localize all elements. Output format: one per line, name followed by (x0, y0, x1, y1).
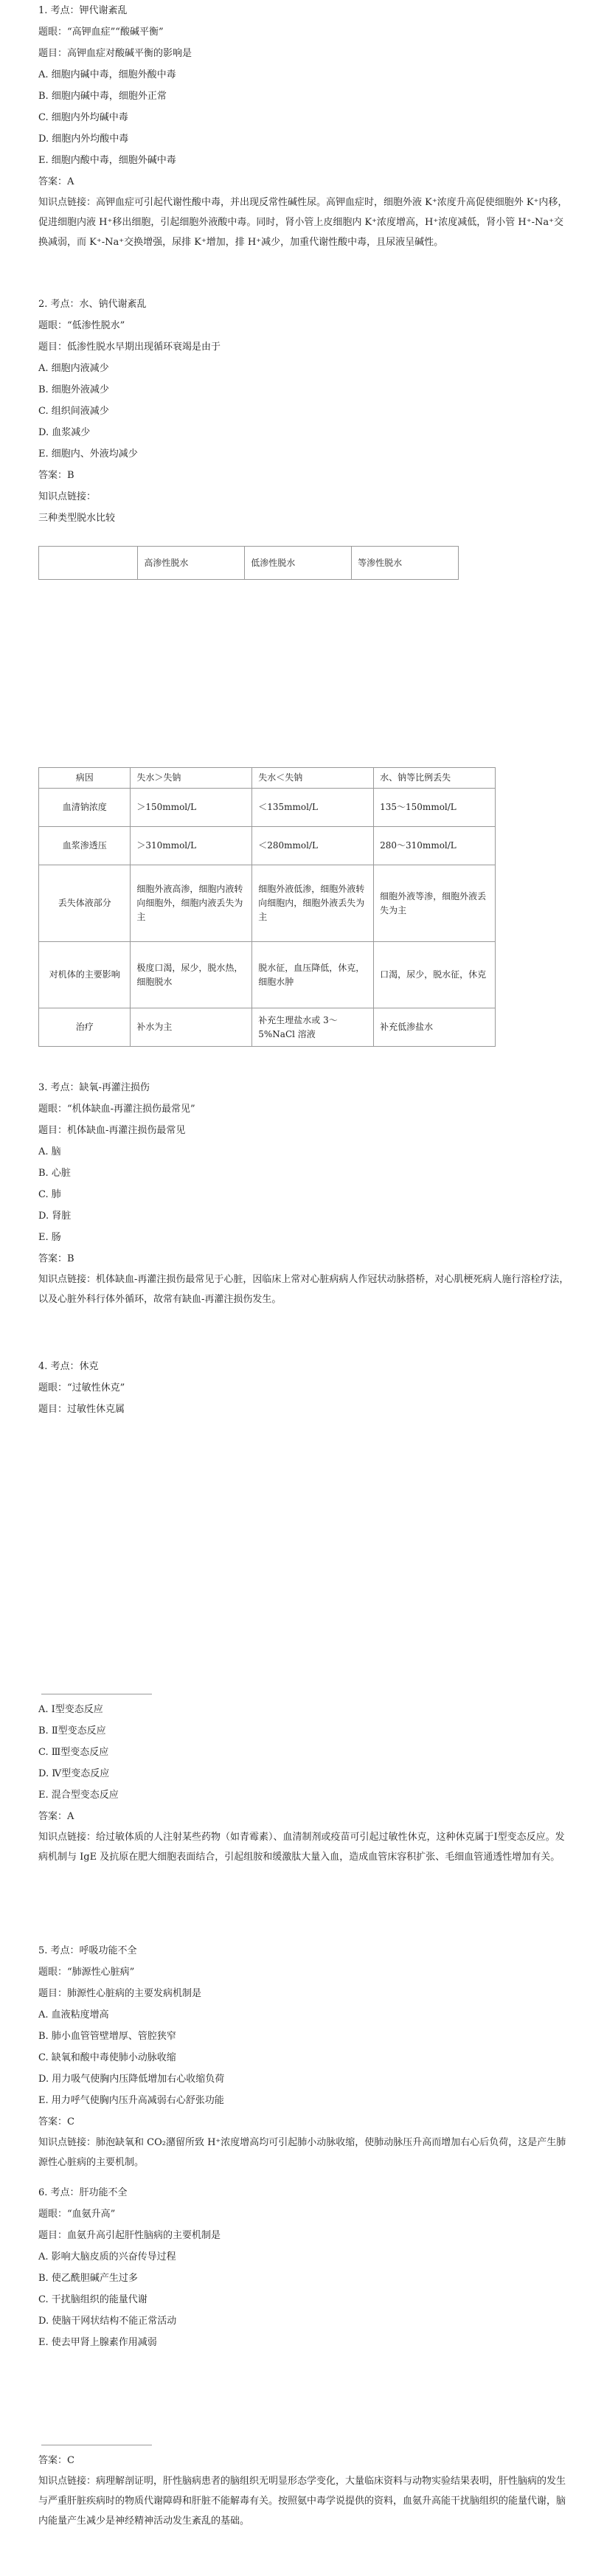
table-head-empty (39, 547, 138, 580)
table-row-label: 治疗 (39, 1008, 131, 1047)
table-label-cause: 病因 (39, 768, 131, 789)
table-cell: 135～150mmol/L (374, 789, 496, 827)
q2-keywords: 题眼：“低渗性脱水” (38, 320, 125, 331)
q4-option-e: E. 混合型变态反应 (38, 1790, 119, 1801)
q3-option-c: C. 肺 (38, 1189, 61, 1200)
table-cell: 细胞外液低渗，细胞外液转向细胞内，细胞外液丢失为主 (252, 865, 374, 942)
q1-option-e: E. 细胞内酸中毒，细胞外碱中毒 (38, 155, 176, 166)
table-head-isotonic: 等渗性脱水 (352, 547, 459, 580)
q1-option-b: B. 细胞内碱中毒，细胞外正常 (38, 91, 167, 102)
q5-knowledge: 知识点链接：肺泡缺氧和 CO₂潴留所致 H⁺浓度增高均可引起肺小动脉收缩，使肺动脉压升高而增加右心后负荷，这是产生肺源性心脏病的主要机制。 (38, 2137, 566, 2168)
q2-option-b: B. 细胞外液减少 (38, 384, 109, 395)
table-cell: 补充生理盐水或 3～5%NaCl 溶液 (252, 1008, 374, 1047)
table-cell: 补水为主 (131, 1008, 252, 1047)
q4-stem: 题目：过敏性休克属 (38, 1404, 125, 1415)
question-6 (38, 2182, 569, 2353)
q1-option-d: D. 细胞内外均酸中毒 (38, 134, 129, 145)
question-6-continued (38, 2440, 569, 2531)
table-head-hypotonic: 低渗性脱水 (245, 547, 352, 580)
q6-option-e: E. 使去甲肾上腺素作用减弱 (38, 2337, 157, 2348)
q5-keywords: 题眼：“肺源性心脏病” (38, 1967, 135, 1978)
table-cell: 口渴，尿少，脱水征，休克 (374, 942, 496, 1008)
q4-answer: 答案：A (38, 1811, 74, 1822)
q5-option-e: E. 用力呼气使胸内压升高减弱右心舒张功能 (38, 2095, 224, 2106)
q6-option-d: D. 使脑干网状结构不能正常活动 (38, 2316, 177, 2327)
table-cause-isotonic: 水、钠等比例丢失 (374, 768, 496, 789)
question-5 (38, 1940, 569, 2172)
table-cell: 280～310mmol/L (374, 827, 496, 865)
q4-point: 4. 考点：休克 (38, 1361, 99, 1372)
q2-knowledge: 知识点链接： (38, 491, 97, 502)
q3-option-e: E. 肠 (38, 1232, 61, 1243)
q5-answer: 答案：C (38, 2116, 74, 2127)
q6-point: 6. 考点：肝功能不全 (38, 2187, 128, 2198)
q6-answer: 答案：C (38, 2455, 74, 2466)
q4-option-d: D. Ⅳ型变态反应 (38, 1768, 110, 1779)
q3-stem: 题目：机体缺血-再灌注损伤最常见 (38, 1125, 186, 1136)
q5-point: 5. 考点：呼吸功能不全 (38, 1945, 137, 1956)
dehydration-table-header (38, 546, 459, 580)
table-row-label: 对机体的主要影响 (39, 942, 131, 1008)
q3-option-d: D. 肾脏 (38, 1211, 72, 1222)
q5-option-d: D. 用力吸气使胸内压降低增加右心收缩负荷 (38, 2074, 225, 2085)
q4-knowledge: 知识点链接：给过敏体质的人注射某些药物（如青霉素）、血清制剂或疫苗可引起过敏性休克，这种休克属于Ⅰ型变态反应。发病机制与 IgE 及抗原在肥大细胞表面结合，引起组胺和缓激肽大量入血，造成血管床容积扩张、毛细血管通透性增加有关。 (38, 1832, 565, 1863)
question-4 (38, 1356, 569, 1420)
table-cell: 补充低渗盐水 (374, 1008, 496, 1047)
q2-table-title: 三种类型脱水比较 (38, 513, 116, 524)
q2-option-e: E. 细胞内、外液均减少 (38, 449, 138, 460)
q1-answer: 答案：A (38, 176, 74, 187)
q3-option-a: A. 脑 (38, 1146, 61, 1157)
question-2 (38, 294, 569, 529)
q6-keywords: 题眼：“血氨升高” (38, 2209, 116, 2220)
q3-knowledge: 知识点链接：机体缺血-再灌注损伤最常见于心脏，因临床上常对心脏病病人作冠状动脉搭桥，对心肌梗死病人施行溶栓疗法，以及心脏外科行体外循环，故常有缺血-再灌注损伤发生。 (38, 1274, 569, 1305)
dehydration-table (38, 767, 496, 1047)
q5-option-a: A. 血液粘度增高 (38, 2009, 109, 2021)
table-cell: ＜135mmol/L (252, 789, 374, 827)
q5-option-b: B. 肺小血管管壁增厚、管腔狭窄 (38, 2031, 176, 2042)
q3-answer: 答案：B (38, 1253, 74, 1264)
q6-knowledge: 知识点链接：病理解剖证明，肝性脑病患者的脑组织无明显形态学变化，大量临床资料与动物实验结果表明，肝性脑病的发生与严重肝脏疾病时的物质代谢障碍和肝脏不能解毒有关。按照氨中毒学说提供的资料，血氨升高能干扰脑组织的能量代谢，脑内能量产生减少是神经精神活动发生紊乱的基础。 (38, 2476, 566, 2527)
table-cell: ＞150mmol/L (131, 789, 252, 827)
table-row-label: 血浆渗透压 (39, 827, 131, 865)
q5-stem: 题目：肺源性心脏病的主要发病机制是 (38, 1988, 202, 1999)
table-head-hypertonic: 高渗性脱水 (138, 547, 245, 580)
q1-option-c: C. 细胞内外均碱中毒 (38, 112, 128, 123)
table-cell: 细胞外液等渗，细胞外液丢失为主 (374, 865, 496, 942)
q1-knowledge: 知识点链接：高钾血症可引起代谢性酸中毒，并出现反常性碱性尿。高钾血症时，细胞外液 K⁺浓度升高促使细胞外 K⁺内移，促进细胞内液 H⁺移出细胞，引起细胞外液酸中毒。同时，肾小管上皮细胞内 K⁺浓度增高，H⁺浓度减低，肾小管 H⁺-Na⁺交换减弱，而 K⁺-Na⁺交换增强，尿排 K⁺增加，排 H⁺减少，加重代谢性酸中毒，且尿液呈碱性。 (38, 197, 568, 248)
q5-option-c: C. 缺氧和酸中毒使肺小动脉收缩 (38, 2052, 176, 2063)
table-cell: ＜280mmol/L (252, 827, 374, 865)
question-3 (38, 1077, 569, 1309)
table-row-label: 丢失体液部分 (39, 865, 131, 942)
q1-keywords: 题眼：“高钾血症”“酸碱平衡” (38, 27, 164, 38)
question-1 (38, 0, 569, 252)
q4-option-a: A. Ⅰ型变态反应 (38, 1704, 103, 1715)
q4-option-b: B. Ⅱ型变态反应 (38, 1725, 106, 1737)
table-row-label: 血清钠浓度 (39, 789, 131, 827)
q2-point: 2. 考点：水、钠代谢紊乱 (38, 299, 147, 310)
q6-option-a: A. 影响大脑皮质的兴奋传导过程 (38, 2251, 176, 2262)
q2-option-d: D. 血浆减少 (38, 427, 91, 438)
q3-point: 3. 考点：缺氧-再灌注损伤 (38, 1082, 150, 1093)
q6-option-c: C. 干扰脑组织的能量代谢 (38, 2294, 148, 2305)
q2-option-c: C. 组织间液减少 (38, 406, 109, 417)
q6-stem: 题目：血氨升高引起肝性脑病的主要机制是 (38, 2230, 221, 2241)
q1-stem: 题目：高钾血症对酸碱平衡的影响是 (38, 48, 192, 59)
q1-option-a: A. 细胞内碱中毒，细胞外酸中毒 (38, 69, 176, 80)
q2-option-a: A. 细胞内液减少 (38, 363, 109, 374)
q4-option-c: C. Ⅲ型变态反应 (38, 1747, 109, 1758)
q3-option-b: B. 心脏 (38, 1168, 71, 1179)
q1-point: 1. 考点：钾代谢紊乱 (38, 5, 128, 16)
q2-stem: 题目：低渗性脱水早期出现循环衰竭是由于 (38, 342, 221, 353)
q2-answer: 答案：B (38, 470, 74, 481)
table-cause-hypertonic: 失水＞失钠 (131, 768, 252, 789)
table-cell: 脱水征，血压降低，休克，细胞水肿 (252, 942, 374, 1008)
q4-keywords: 题眼：“过敏性休克” (38, 1382, 125, 1393)
question-4-continued (38, 1689, 569, 1867)
q3-keywords: 题眼：“机体缺血-再灌注损伤最常见” (38, 1104, 195, 1115)
table-cell: 极度口渴，尿少，脱水热，细胞脱水 (131, 942, 252, 1008)
table-cell: 细胞外液高渗，细胞内液转向细胞外，细胞内液丢失为主 (131, 865, 252, 942)
table-cell: ＞310mmol/L (131, 827, 252, 865)
q6-option-b: B. 使乙酰胆碱产生过多 (38, 2273, 138, 2284)
table-cause-hypotonic: 失水＜失钠 (252, 768, 374, 789)
